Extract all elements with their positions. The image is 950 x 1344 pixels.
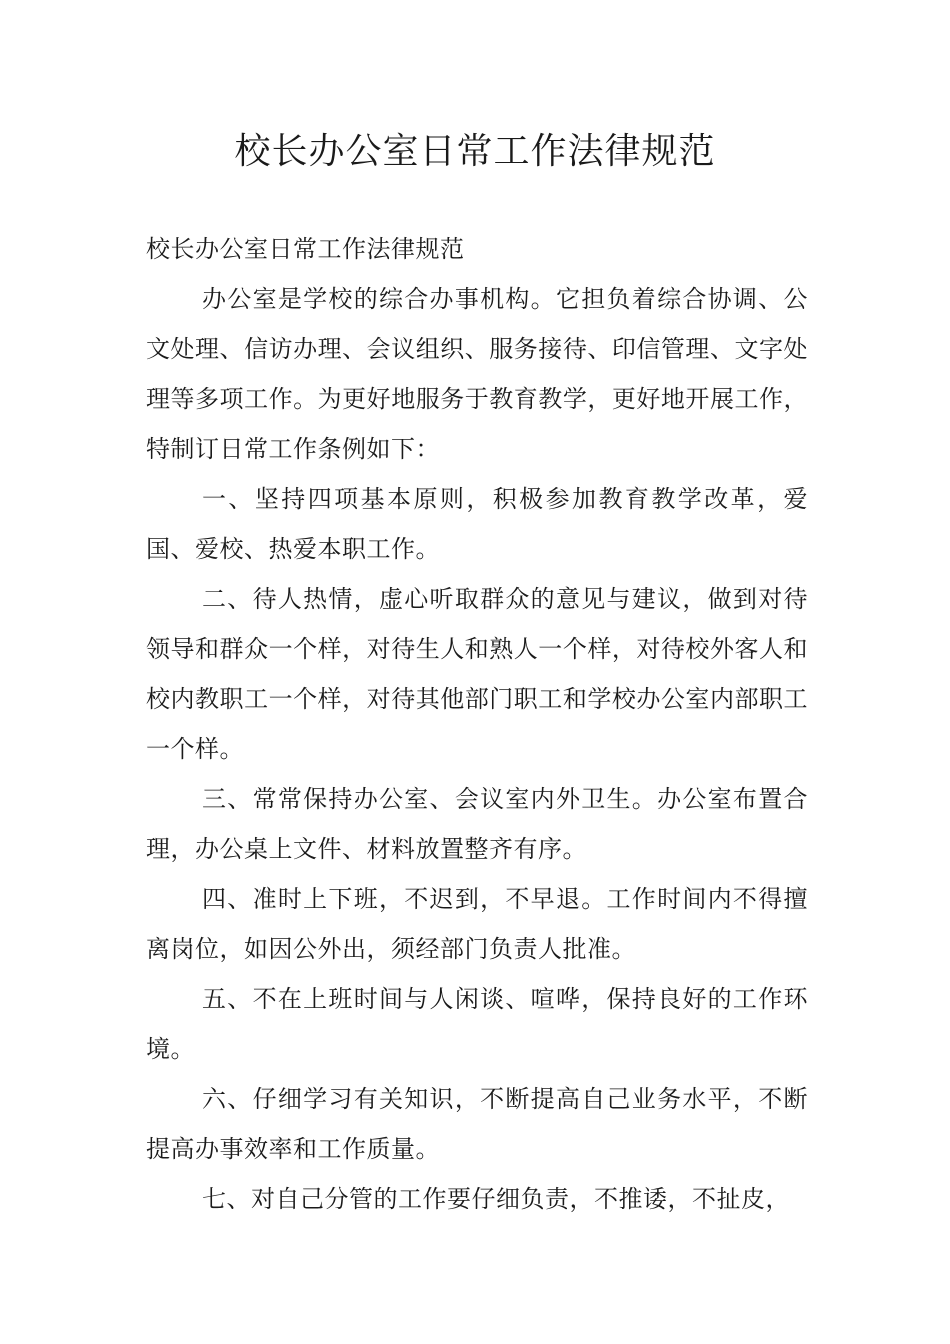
paragraph-rule-7: 七、对自己分管的工作要仔细负责，不推诿，不扯皮， <box>202 1185 790 1213</box>
paragraph-rule-5: 五、不在上班时间与人闲谈、喧哗，保持良好的工作环境。 <box>146 985 808 1063</box>
paragraph-rule-3: 三、常常保持办公室、会议室内外卫生。办公室布置合理，办公桌上文件、材料放置整齐有序。 <box>146 785 808 863</box>
document-subtitle: 校长办公室日常工作法律规范 <box>146 235 465 263</box>
paragraph-rule-1: 一、坚持四项基本原则，积极参加教育教学改革，爱国、爱校、热爱本职工作。 <box>146 485 808 563</box>
paragraph-rule-4: 四、准时上下班，不迟到，不早退。工作时间内不得擅离岗位，如因公外出，须经部门负责人批准。 <box>146 885 808 963</box>
paragraph-rule-6: 六、仔细学习有关知识，不断提高自己业务水平，不断提高办事效率和工作质量。 <box>146 1085 808 1163</box>
document-title: 校长办公室日常工作法律规范 <box>234 131 716 172</box>
document-body <box>146 224 808 1224</box>
paragraph-rule-2: 二、待人热情，虚心听取群众的意见与建议，做到对待领导和群众一个样，对待生人和熟人一个样，对待校外客人和校内教职工一个样，对待其他部门职工和学校办公室内部职工一个样。 <box>146 585 808 763</box>
paragraph-intro: 办公室是学校的综合办事机构。它担负着综合协调、公文处理、信访办理、会议组织、服务接待、印信管理、文字处理等多项工作。为更好地服务于教育教学，更好地开展工作，特制订日常工作条例如下： <box>146 285 808 463</box>
